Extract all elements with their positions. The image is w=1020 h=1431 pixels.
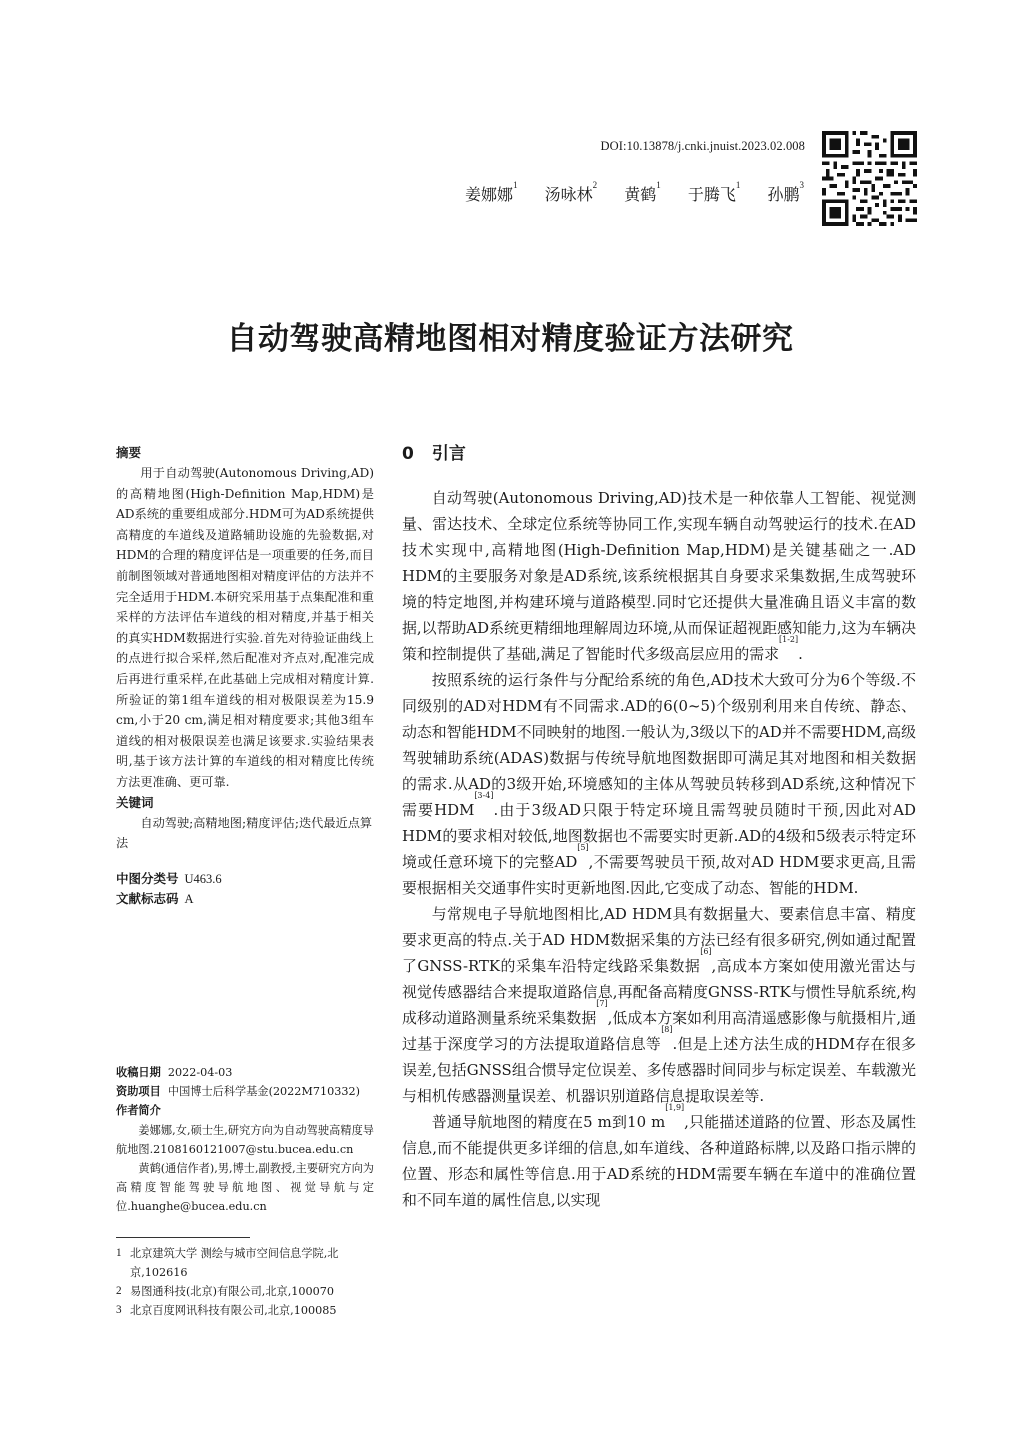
doi: DOI:10.13878/j.cnki.jnuist.2023.02.008 <box>600 139 805 153</box>
footnote-divider <box>116 1237 250 1238</box>
citation-ref: [7] <box>596 999 608 1008</box>
received-date: 收稿日期 2022-04-03 <box>116 1066 233 1079</box>
author: 姜娜娜$^1$ <box>465 180 518 204</box>
keywords-label: 关键词 <box>116 794 154 810</box>
bio-label: 作者简介 <box>116 1104 161 1118</box>
body-paragraph: 按照系统的运行条件与分配给系统的角色,AD技术大致可分为6个等级.不同级别的AD对HDM有不同需求.AD的6(0~5)个级别利用来自传统、静态、动态和智能HDM不同映射的地图.一般认为,3级以下的AD并不需要HDM,高级驾驶辅助系统(ADAS)数据与传统导航地图数据即可满足其对地图和相关数据的需求.从AD的3级开始,环境感知的主体从驾驶员转移到AD系统,这种情况下需要HDM[3-4].由于3级AD只限于特定环境且需驾驶员随时干预,因此对AD HDM的要求相对较低,地图数据也不需要实时更新.AD的4级和5级表示特定环境或任意环境下的完整AD[5],不需要驾驶员干预,故对AD HDM要求更高,且需要根据相关交通事件实时更新地图.因此,它变成了动态、智能的HDM. <box>402 671 917 897</box>
paper-title: 自动驾驶高精地图相对精度验证方法研究 <box>226 321 794 357</box>
left-column <box>116 443 374 909</box>
affiliations <box>116 1244 374 1320</box>
body-paragraph: 自动驾驶(Autonomous Driving,AD)技术是一种依靠人工智能、视觉测量、雷达技术、全球定位系统等协同工作,实现车辆自动驾驶运行的技术.在AD技术实现中,高精地图(High-Definition Map,HDM)是关键基础之一.AD HDM的主要服务对象是AD系统,该系统根据其自身要求采集数据,生成驾驶环境的特定地图,并构建环境与道路模型.同时它还提供大量准确且语义丰富的数据,以帮助AD系统更精细地理解周边环境,从而保证超视距感知能力,这为车辆决策和控制提供了基础,满足了智能时代多级高层应用的需求[1-2]. <box>402 489 916 663</box>
affiliation-item: 3 北京百度网讯科技有限公司,北京,100085 <box>116 1304 337 1317</box>
citation-ref: [3-4] <box>474 791 494 800</box>
affiliation-item: 1 北京建筑大学 测绘与城市空间信息学院,北京,102616 <box>116 1247 339 1279</box>
author-bio: 黄鹤(通信作者),男,博士,副教授,主要研究方向为高精度智能驾驶导航地图、视觉导航与定位.huanghe@bucea.edu.cn <box>116 1162 374 1214</box>
fund-project: 资助项目 中国博士后科学基金(2022M710332) <box>116 1085 360 1099</box>
author-bio: 姜娜娜,女,硕士生,研究方向为自动驾驶高精度导航地图.2108160121007@stu.bucea.edu.cn <box>116 1123 374 1156</box>
citation-ref: [8] <box>661 1025 673 1034</box>
citation-ref: [1-2] <box>779 635 799 644</box>
citation-ref: [6] <box>700 947 712 956</box>
body-paragraph: 普通导航地图的精度在5 m到10 m[1,9],只能描述道路的位置、形态及属性信息,而不能提供更多详细的信息,如车道线、各种道路标牌,以及路口指示牌的位置、形态和属性等信息.用于AD系统的HDM需要车辆在车道中的准确位置和不同车道的属性信息,以实现 <box>402 1103 916 1209</box>
abstract-text: 用于自动驾驶(Autonomous Driving,AD)的高精地图(High-Definition Map,HDM)是AD系统的重要组成部分.HDM可为AD系统提供高精度的车道线及道路辅助设施的先验数据,对HDM的合理的精度评估是一项重要的任务,而目前制图领域对普通地图相对精度评估的方法并不完全适用于HDM.本研究采用基于点集配准和重采样的方法评估车道线的相对精度,并基于相关的真实HDM数据进行实验.首先对待验证曲线上的点进行拟合采样,然后配准对齐点对,配准完成后再进行重采样,在此基础上完成相对精度计算.所验证的第1组车道线的相对极限误差为15.9 cm,小于20 cm,满足相对精度要求;其他3组车道线的相对极限误差也满足该要求.实验结果表明,基于该方法计算的车道线的相对精度比传统方法更准确、更可靠. <box>116 466 374 789</box>
author: 孙鹏$^3$ <box>767 180 804 204</box>
abstract-label: 摘要 <box>116 445 142 460</box>
author: 于腾飞$^1$ <box>687 180 741 204</box>
author: 汤咏林$^2$ <box>544 180 598 204</box>
keywords-text: 自动驾驶;高精地图;精度评估;迭代最近点算法 <box>116 815 373 851</box>
author: 黄鹤$^1$ <box>624 180 661 204</box>
citation-ref: [1,9] <box>665 1103 685 1112</box>
qr-code-icon <box>822 131 917 226</box>
author-list <box>400 182 804 205</box>
right-column <box>402 441 916 1213</box>
article-meta <box>116 1063 374 1217</box>
body-paragraph: 与常规电子导航地图相比,AD HDM具有数据量大、要素信息丰富、精度要求更高的特点.关于AD HDM数据采集的方法已经有很多研究,例如通过配置了GNSS-RTK的采集车沿特定线路采集数据[6],高成本方案如使用激光雷达与视觉传感器结合来提取道路信息,再配备高精度GNSS-RTK与惯性导航系统,构成移动道路测量系统采集数据[7],低成本方案如利用高清遥感影像与航摄相片,通过基于深度学习的方法提取道路信息等[8].但是上述方法生成的HDM存在很多误差,包括GNSS组合惯导定位误差、多传感器时间同步与标定误差、车载激光与相机传感器测量误差、机器识别道路信息提取误差等. <box>402 905 916 1105</box>
citation-ref: [5] <box>577 843 589 852</box>
clc-line: 中图分类号 U463.6 <box>116 870 222 886</box>
doc-code-line: 文献标志码 A <box>116 890 194 906</box>
section-heading: 0 引言 <box>402 444 466 464</box>
affiliation-item: 2 易图通科技(北京)有限公司,北京,100070 <box>116 1285 334 1298</box>
